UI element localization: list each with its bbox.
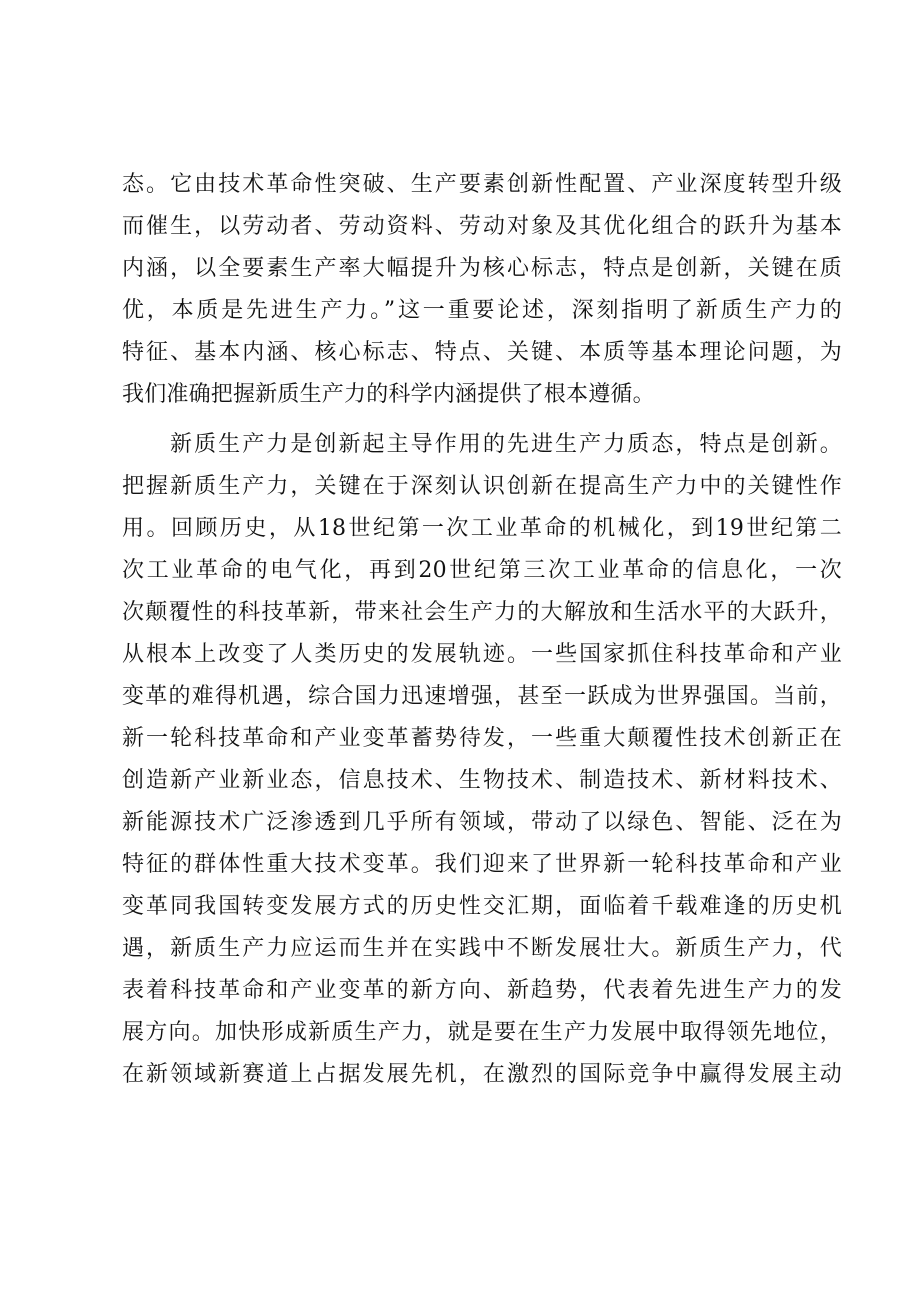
text-line: 态。它由技术革命性突破、生产要素创新性配置、产业深度转型升级 bbox=[122, 172, 842, 197]
text-line: 新一轮科技革命和产业变革蓄势待发，一些重大颠覆性技术创新正在 bbox=[122, 726, 842, 751]
text-line: 在新领域新赛道上占据发展先机，在激烈的国际竞争中赢得发展主动 bbox=[122, 1062, 842, 1087]
text-line: 优，本质是先进生产力。”这一重要论述，深刻指明了新质生产力的 bbox=[122, 298, 842, 323]
paragraph-first-line: 新质生产力是创新起主导作用的先进生产力质态，特点是创新。 bbox=[170, 432, 842, 457]
text-line: 新能源技术广泛渗透到几乎所有领域，带动了以绿色、智能、泛在为 bbox=[122, 810, 842, 835]
text-line: 内涵，以全要素生产率大幅提升为核心标志，特点是创新，关键在质 bbox=[122, 256, 842, 281]
text-line: 用。回顾历史，从18世纪第一次工业革命的机械化，到19世纪第二 bbox=[122, 516, 842, 541]
text-line: 从根本上改变了人类历史的发展轨迹。一些国家抓住科技革命和产业 bbox=[122, 642, 842, 667]
text-line: 创造新产业新业态，信息技术、生物技术、制造技术、新材料技术、 bbox=[122, 768, 842, 793]
text-line: 次工业革命的电气化，再到20世纪第三次工业革命的信息化，一次 bbox=[122, 558, 842, 583]
text-line: 把握新质生产力，关键在于深刻认识创新在提高生产力中的关键性作 bbox=[122, 474, 842, 499]
text-line: 变革的难得机遇，综合国力迅速增强，甚至一跃成为世界强国。当前， bbox=[122, 684, 842, 709]
text-line: 变革同我国转变发展方式的历史性交汇期，面临着千载难逢的历史机 bbox=[122, 894, 842, 919]
text-line: 我们准确把握新质生产力的科学内涵提供了根本遵循。 bbox=[122, 382, 655, 407]
text-line: 次颠覆性的科技革新，带来社会生产力的大解放和生活水平的大跃升， bbox=[122, 600, 842, 625]
text-line: 表着科技革命和产业变革的新方向、新趋势，代表着先进生产力的发 bbox=[122, 978, 842, 1003]
text-line: 展方向。加快形成新质生产力，就是要在生产力发展中取得领先地位， bbox=[122, 1020, 842, 1045]
text-line: 特征、基本内涵、核心标志、特点、关键、本质等基本理论问题，为 bbox=[122, 340, 842, 365]
text-line: 遇，新质生产力应运而生并在实践中不断发展壮大。新质生产力，代 bbox=[122, 936, 842, 961]
text-line: 特征的群体性重大技术变革。我们迎来了世界新一轮科技革命和产业 bbox=[122, 852, 842, 877]
text-line: 而催生，以劳动者、劳动资料、劳动对象及其优化组合的跃升为基本 bbox=[122, 214, 842, 239]
